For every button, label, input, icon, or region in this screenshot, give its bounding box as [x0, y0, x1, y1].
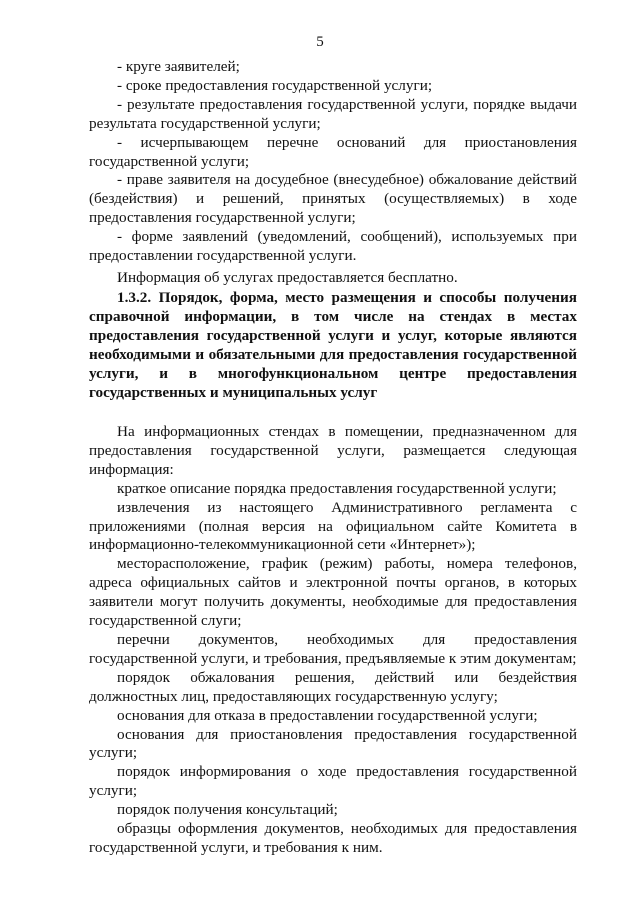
list-item: порядок обжалования решения, действий или бездействия должностных лиц, предоставляющих государственную услугу; — [89, 668, 577, 705]
info-list-block — [89, 58, 577, 288]
list-item: порядок получения консультаций; — [117, 801, 338, 819]
list-item: - результате предоставления государственной услуги, порядке выдачи результата государственной услуги; — [89, 95, 577, 132]
list-item: месторасположение, график (режим) работы, номера телефонов, адреса официальных сайтов и электронной почты органов, в которых заявители могут получить документы, необходимые для предоставления государственной слуги; — [89, 555, 577, 630]
stands-block — [89, 423, 577, 858]
list-item: - форме заявлений (уведомлений, сообщений), используемых при предоставлении государственной услуги. — [89, 228, 577, 265]
section-heading: 1.3.2. Порядок, форма, место размещения и способы получения справочной информации, в том числе на стендах в местах предоставления государственной услуги и услуг, которые являются необходимыми и обязательными для предоставления государственной услуги, и в многофункциональном центре предоставления государственных и муниципальных услуг — [89, 289, 577, 401]
list-item: - праве заявителя на досудебное (внесудебное) обжалование действий (бездействия) и решений, принятых (осуществляемых) в ходе предоставления государственной услуги; — [89, 171, 577, 227]
list-item: образцы оформления документов, необходимых для предоставления государственной услуги, и требования к ним. — [89, 820, 577, 856]
free-info-paragraph: Информация об услугах предоставляется бесплатно. — [117, 268, 458, 286]
page-number: 5 — [316, 34, 324, 50]
list-item: краткое описание порядка предоставления государственной услуги; — [117, 479, 557, 497]
list-item: основания для отказа в предоставлении государственной услуги; — [117, 706, 538, 724]
list-item: перечни документов, необходимых для предоставления государственной услуги, и требования, предъявляемые к этим документам; — [89, 630, 577, 667]
list-item: основания для приостановления предоставления государственной услуги; — [89, 725, 577, 762]
list-item: - сроке предоставления государственной услуги; — [117, 76, 433, 94]
stands-intro-paragraph: На информационных стендах в помещении, предназначенном для предоставления государственной услуги, размещается следующая информация: — [89, 423, 577, 478]
list-item: порядок информирования о ходе предоставления государственной услуги; — [89, 763, 577, 800]
list-item: - исчерпывающем перечне оснований для приостановления государственной услуги; — [89, 133, 577, 170]
list-item: - круге заявителей; — [117, 58, 240, 75]
list-item: извлечения из настоящего Административного регламента с приложениями (полная версия на официальном сайте Комитета в информационно-телекоммуникационной сети «Интернет»); — [89, 498, 577, 554]
